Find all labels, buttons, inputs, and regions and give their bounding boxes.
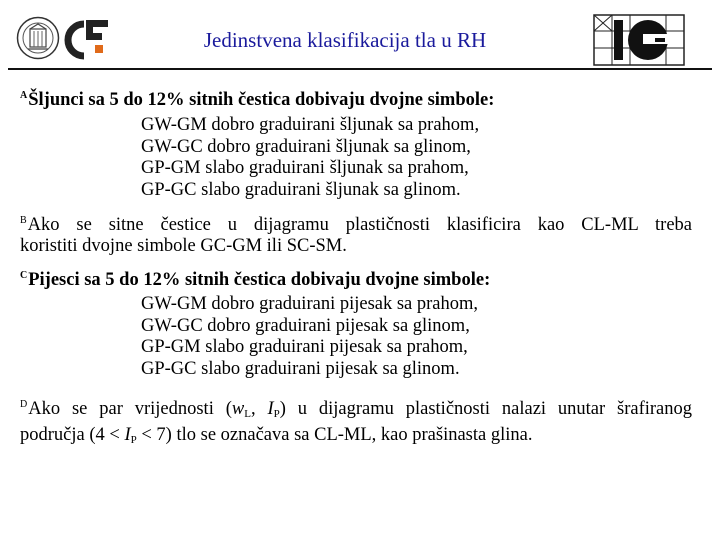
institute-logo-icon bbox=[593, 14, 685, 66]
note-d-line-2-after: < 7) tlo se označava sa CL-ML, kao prašinasta glina. bbox=[136, 425, 533, 445]
note-d-separator: , bbox=[250, 399, 268, 419]
note-b-line-1-text: Ako se sitne čestice u dijagramu plastičnosti klasificira kao CL-ML treba bbox=[27, 215, 692, 235]
list-item: GW-GM dobro graduirani pijesak sa prahom, bbox=[141, 294, 479, 314]
note-d-line-1 bbox=[20, 394, 692, 425]
water-content-symbol: w bbox=[231, 399, 245, 419]
list-item: GW-GC dobro graduirani pijesak sa glinom, bbox=[141, 315, 470, 336]
note-c-lead-text: Pijesci sa 5 do 12% sitnih čestica dobivaju dvojne simbole: bbox=[28, 270, 491, 290]
note-c-lead bbox=[20, 265, 692, 291]
header-divider bbox=[8, 68, 712, 70]
note-d-line-2 bbox=[20, 425, 692, 451]
list-item: GW-GC dobro graduirani šljunak sa glinom, bbox=[141, 136, 471, 157]
note-a-lead-text: Šljunci sa 5 do 12% sitnih čestica dobivaju dvojne simbole: bbox=[28, 90, 495, 110]
list-item: GP-GC slabo graduirani šljunak sa glinom. bbox=[141, 179, 461, 200]
page-title: Jedinstvena klasifikacija tla u RH bbox=[203, 28, 487, 52]
list-item: GW-GM dobro graduirani šljunak sa prahom, bbox=[141, 115, 480, 135]
list-item: GP-GM slabo graduirani pijesak sa prahom, bbox=[141, 337, 468, 357]
plasticity-index-symbol: I bbox=[267, 399, 274, 419]
note-d bbox=[20, 394, 692, 451]
note-a-marker: A bbox=[20, 90, 28, 101]
note-b bbox=[20, 210, 692, 257]
note-c-marker: C bbox=[20, 270, 28, 281]
note-d-text-before: Ako se par vrijednosti ( bbox=[28, 399, 232, 419]
plasticity-index-subscript: P bbox=[273, 408, 280, 420]
note-b-line-2: koristiti dvojne simbole GC-GM ili SC-SM. bbox=[20, 236, 347, 256]
water-content-subscript: L bbox=[244, 408, 251, 420]
note-b-line-1 bbox=[20, 210, 692, 236]
list-item: GP-GC slabo graduirani pijesak sa glinom. bbox=[141, 358, 460, 379]
plasticity-index-symbol: I bbox=[124, 425, 131, 445]
note-b-marker: B bbox=[20, 215, 27, 226]
slide-header bbox=[0, 0, 720, 72]
note-d-line-2-before: područja (4 < bbox=[20, 425, 125, 445]
note-d-text-after: ) u dijagramu plastičnosti nalazi unutar šrafiranog bbox=[279, 399, 693, 419]
note-d-marker: D bbox=[20, 399, 28, 410]
plasticity-index-subscript: P bbox=[130, 434, 137, 446]
note-a-lead bbox=[20, 85, 692, 111]
university-seal-icon bbox=[16, 16, 60, 60]
note-a-list bbox=[141, 115, 479, 201]
note-c-list bbox=[141, 294, 478, 380]
list-item: GP-GM slabo graduirani šljunak sa prahom, bbox=[141, 158, 469, 178]
faculty-mark-icon bbox=[62, 16, 112, 62]
